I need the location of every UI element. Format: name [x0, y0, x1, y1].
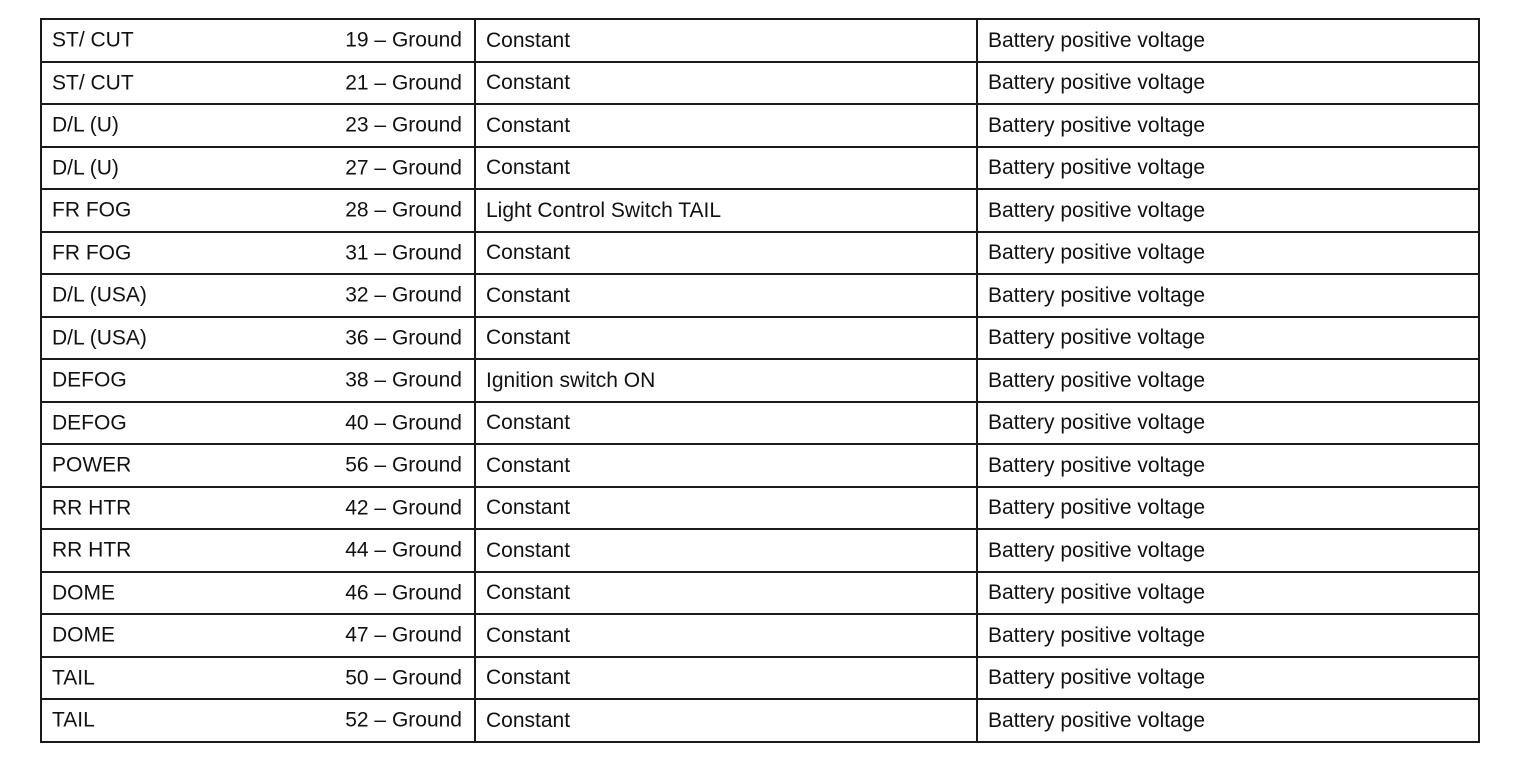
specified-condition-cell: Battery positive voltage — [977, 529, 1479, 572]
specified-condition-cell: Battery positive voltage — [977, 274, 1479, 317]
specified-condition-cell: Battery positive voltage — [977, 614, 1479, 657]
connector-code: TAIL — [52, 666, 95, 690]
terminal-cell — [41, 699, 475, 742]
table-row — [41, 359, 1479, 402]
terminal-number: 31 – Ground — [345, 241, 462, 265]
connector-code: D/L (U) — [52, 156, 119, 180]
terminal-voltage-table-container — [40, 18, 1478, 743]
specified-condition-cell: Battery positive voltage — [977, 317, 1479, 360]
condition-cell: Constant — [475, 104, 977, 147]
terminal-cell — [41, 232, 475, 275]
condition-cell: Constant — [475, 614, 977, 657]
specified-condition-cell: Battery positive voltage — [977, 104, 1479, 147]
terminal-number: 50 – Ground — [345, 666, 462, 690]
specified-condition-cell: Battery positive voltage — [977, 359, 1479, 402]
table-row — [41, 104, 1479, 147]
condition-cell: Constant — [475, 147, 977, 190]
terminal-number: 38 – Ground — [345, 368, 462, 392]
specified-condition-cell: Battery positive voltage — [977, 572, 1479, 615]
table-row — [41, 699, 1479, 742]
table-body — [41, 19, 1479, 742]
condition-cell: Constant — [475, 402, 977, 445]
specified-condition-cell: Battery positive voltage — [977, 147, 1479, 190]
terminal-number: 47 – Ground — [345, 623, 462, 647]
connector-code: FR FOG — [52, 241, 132, 265]
terminal-number: 21 – Ground — [345, 71, 462, 95]
terminal-number: 28 – Ground — [345, 198, 462, 222]
terminal-cell — [41, 317, 475, 360]
connector-code: RR HTR — [52, 496, 132, 520]
terminal-cell — [41, 359, 475, 402]
table-row — [41, 572, 1479, 615]
terminal-number: 42 – Ground — [345, 496, 462, 520]
table-row — [41, 444, 1479, 487]
condition-cell: Light Control Switch TAIL — [475, 189, 977, 232]
specified-condition-cell: Battery positive voltage — [977, 444, 1479, 487]
terminal-cell — [41, 614, 475, 657]
table-row — [41, 19, 1479, 62]
connector-code: DOME — [52, 581, 115, 605]
terminal-cell — [41, 189, 475, 232]
terminal-number: 46 – Ground — [345, 581, 462, 605]
condition-cell: Constant — [475, 232, 977, 275]
connector-code: D/L (U) — [52, 113, 119, 137]
table-row — [41, 614, 1479, 657]
terminal-voltage-table — [40, 18, 1480, 743]
terminal-number: 44 – Ground — [345, 538, 462, 562]
table-row — [41, 529, 1479, 572]
terminal-cell — [41, 62, 475, 105]
specified-condition-cell: Battery positive voltage — [977, 232, 1479, 275]
table-row — [41, 487, 1479, 530]
table-row — [41, 317, 1479, 360]
specified-condition-cell: Battery positive voltage — [977, 657, 1479, 700]
terminal-number: 36 – Ground — [345, 326, 462, 350]
terminal-cell — [41, 19, 475, 62]
connector-code: RR HTR — [52, 538, 132, 562]
table-row — [41, 189, 1479, 232]
terminal-number: 32 – Ground — [345, 283, 462, 307]
condition-cell: Constant — [475, 487, 977, 530]
terminal-number: 56 – Ground — [345, 453, 462, 477]
condition-cell: Constant — [475, 572, 977, 615]
specified-condition-cell: Battery positive voltage — [977, 62, 1479, 105]
condition-cell: Constant — [475, 657, 977, 700]
connector-code: DOME — [52, 623, 115, 647]
terminal-cell — [41, 274, 475, 317]
connector-code: TAIL — [52, 708, 95, 732]
terminal-number: 27 – Ground — [345, 156, 462, 180]
connector-code: DEFOG — [52, 368, 127, 392]
condition-cell: Constant — [475, 274, 977, 317]
connector-code: POWER — [52, 453, 132, 477]
connector-code: D/L (USA) — [52, 283, 147, 307]
connector-code: ST/ CUT — [52, 28, 134, 52]
connector-code: D/L (USA) — [52, 326, 147, 350]
table-row — [41, 62, 1479, 105]
table-row — [41, 147, 1479, 190]
condition-cell: Constant — [475, 529, 977, 572]
terminal-number: 52 – Ground — [345, 708, 462, 732]
terminal-cell — [41, 402, 475, 445]
specified-condition-cell: Battery positive voltage — [977, 402, 1479, 445]
table-row — [41, 274, 1479, 317]
terminal-cell — [41, 104, 475, 147]
condition-cell: Ignition switch ON — [475, 359, 977, 402]
terminal-cell — [41, 444, 475, 487]
terminal-number: 19 – Ground — [345, 28, 462, 52]
condition-cell: Constant — [475, 317, 977, 360]
terminal-cell — [41, 657, 475, 700]
specified-condition-cell: Battery positive voltage — [977, 189, 1479, 232]
connector-code: FR FOG — [52, 198, 132, 222]
table-row — [41, 402, 1479, 445]
terminal-cell — [41, 529, 475, 572]
terminal-number: 23 – Ground — [345, 113, 462, 137]
condition-cell: Constant — [475, 62, 977, 105]
table-row — [41, 657, 1479, 700]
connector-code: ST/ CUT — [52, 71, 134, 95]
terminal-cell — [41, 487, 475, 530]
specified-condition-cell: Battery positive voltage — [977, 19, 1479, 62]
terminal-number: 40 – Ground — [345, 411, 462, 435]
table-row — [41, 232, 1479, 275]
terminal-cell — [41, 572, 475, 615]
connector-code: DEFOG — [52, 411, 127, 435]
condition-cell: Constant — [475, 19, 977, 62]
condition-cell: Constant — [475, 699, 977, 742]
condition-cell: Constant — [475, 444, 977, 487]
specified-condition-cell: Battery positive voltage — [977, 699, 1479, 742]
specified-condition-cell: Battery positive voltage — [977, 487, 1479, 530]
terminal-cell — [41, 147, 475, 190]
